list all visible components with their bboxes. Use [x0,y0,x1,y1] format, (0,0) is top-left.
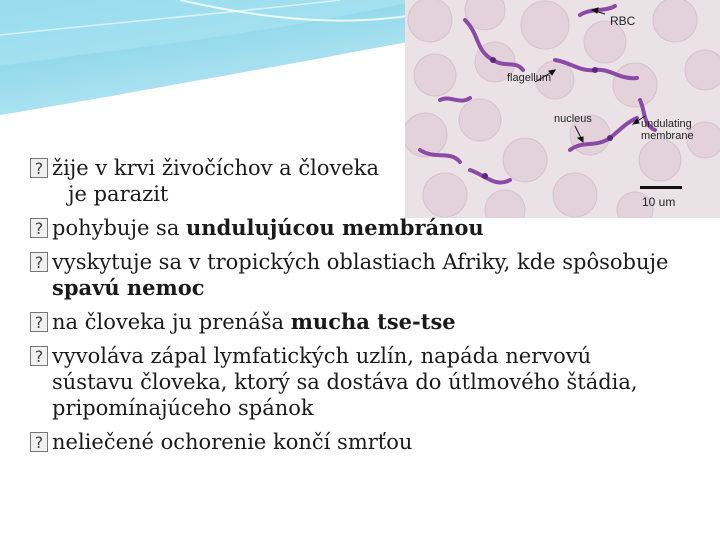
label-scale-bar: 10 um [642,195,676,209]
label-nucleus: nucleus [554,113,592,125]
label-undulating-membrane-text: undulating membrane [641,118,694,142]
bullet-icon: ? [30,158,48,178]
label-flagellum: flagellum [507,72,552,84]
bullet-item-4: ? na človeka ju prenáša mucha tse-tse [30,309,670,335]
label-undulating-membrane [641,118,711,142]
bullet-item-1-continuation: je parazit [68,182,169,206]
bullet-item-2: ? pohybuje sa undulujúcou membránou [30,215,670,241]
bullet-item-5: ? vyvoláva zápal lymfatických uzlín, napáda nervovú sústavu človeka, ktorý sa dostáva do útlmového štádia, pripomínajúceho spánok [30,343,670,421]
bullet-icon: ? [30,252,48,272]
bullet-icon: ? [30,312,48,332]
bullet-icon: ? [30,346,48,366]
bullet-item-6: ? neliečené ochorenie končí smrťou [30,429,670,455]
label-rbc: RBC [610,14,636,28]
bullet-icon: ? [30,432,48,452]
bullet-list [30,155,670,463]
bullet-item-1: ? žije v krvi živočíchov a človeka [30,155,670,181]
bullet-item-3: ? vyskytuje sa v tropických oblastiach Afriky, kde spôsobuje spavú nemoc [30,249,670,301]
bullet-icon: ? [30,218,48,238]
